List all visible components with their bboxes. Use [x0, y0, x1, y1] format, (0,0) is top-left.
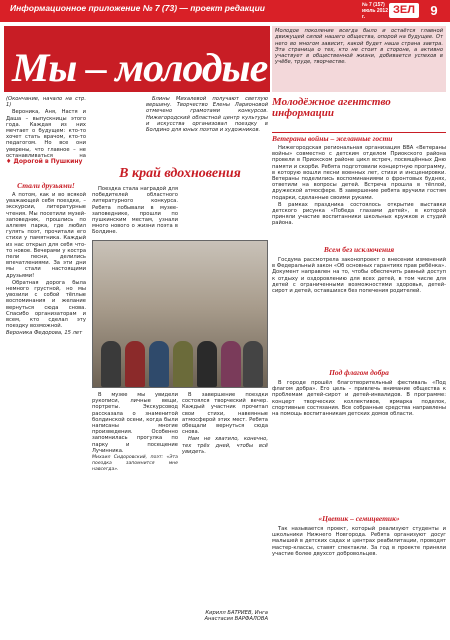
paragraph: Блины Михалевой получают светлую вершину. Творчество Елены Ларионовой отмечено грамотами конкурсов. Нижегородский областной центр культуры и искусства организовал поездку в Болдино для юных поэтов и художников. [146, 96, 268, 134]
person-figure [125, 341, 145, 387]
person-figure [197, 341, 217, 387]
article-trip [6, 192, 86, 620]
paragraph: В завершение поездки состоялся творческий вечер. Каждый участник прочитал свои стихи, навеянные атмосферой этих мест. Ребята обещали вернуться сюда снова. [182, 392, 268, 436]
person-figure [173, 341, 193, 387]
masthead-intro-box [272, 26, 446, 92]
group-photo [92, 240, 268, 388]
paragraph: Вероника, Аня, Настя и Даша – выпускницы этого года. Каждая из них мечтает о будущем: кто-то хочет стать врачом, кто-то педагогом. Но все они уверены, что главное – не останавливаться на [6, 109, 86, 158]
paragraph: Нижегородская региональная организация ВВА «Ветераны войны» совместно с детским отделом Приокского района провели в Приокском районе цикл встреч, посвящённых Дню памяти и скорби. Ребята подготовили концертную программу, в которую вошли песни военных лет, стихи и инсценировки. Ветераны поделились воспоминаниями о фронтовых буднях, ответили на вопросы детей. Встреча прошла в тёплой, дружеской атмосфере. В завершение ребята вручили гостям подарки, сделанные своими руками. [272, 145, 446, 201]
page-number: 9 [430, 3, 438, 18]
photo-caption: Михаил Сидоровский, поэт: «Эта поездка запомнится мне навсегда». [92, 455, 178, 473]
heading-flag-of-kindness: Под флагом добра [329, 368, 389, 377]
paragraph: В рамках праздника состоялось открытие выставки детского рисунка «Победа глазами детей», в которой приняли участие воспитанники школьных кружков и студий района. [272, 201, 446, 227]
person-figure [101, 341, 121, 387]
paragraph: В музее мы увидели рукописи, личные вещи, портреты. Экскурсовод рассказала о знаменитой болдинской осени, когда были написаны многие произведения. Особенно запомнилась прогулка по парку и посещение Лучинника. [92, 392, 178, 454]
paragraph: Нам не хватило, конечно, тех трёх дней, чтобы всё увидеть. [182, 436, 268, 455]
center-text-c [182, 392, 268, 568]
masthead-banner [4, 26, 270, 92]
center-text-b [92, 392, 178, 620]
paragraph: Обратная дорога была немного грустной, но мы увозили с собой тёплые воспоминания и желание вернуться сюда снова. Спасибо организаторам и всем, кто сделал эту поездку возможной. [6, 279, 86, 330]
rubric-kicker: ♦ Дорогой в Пушкину [6, 158, 83, 165]
paragraph: В городе прошёл благотворительный фестиваль «Под флагом добра». Его цель – привлечь внимание общества к проблемам детей-сирот и детей-инвалидов. В программе: концерт творческих коллективов, ярмарка поделок, спортивные состязания. Все собранные средства направлены на помощь воспитанникам детских домов области. [272, 380, 446, 418]
heading-friends: Стали друзьями! [17, 181, 75, 190]
article-authors: Кирилл БАТРИЕВ, Инга Анастасия ВАРФАЛОВА [204, 610, 268, 623]
subsection-title: Ветераны войны – желанные гости [272, 134, 393, 143]
article-project [272, 526, 446, 636]
continued-note: (Окончание, начало на стр. 1) [6, 96, 86, 109]
masthead-intro: Молодое поколение всегда было и остаётся главной движущей силой нашего общества, опорой на будущее. От него во многом зависит, какой будет наша страна завтра. Эта страница о тех, кто не стоит в стороне, а активно участвует в общественной жизни, добивается успехов в учёбе, труде, творчестве. [275, 28, 443, 66]
article-banner: В край вдохновения [119, 166, 241, 181]
section-title: Молодёжное агентство информации [272, 96, 391, 119]
paragraph: Госдума рассмотрела законопроект о внесении изменений в Федеральный закон «Об основных гарантиях прав ребёнка». Документ направлен на то, чтобы обеспечить равный доступ к отдыху и оздоровлению для всех детей, в том числе для детей с ограниченными возможностями здоровья, детей-сирот и детей, оставшихся без попечения родителей. [272, 257, 446, 295]
issue-number: № 7 (157) июль 2012 г. [362, 2, 388, 20]
article-festival [272, 380, 446, 512]
paragraph: Так называется проект, который реализуют студенты и школьники Нижнего Новгорода. Ребята организуют досуг малышей в детских садах и центрах реабилитации, проводят мастер-классы, ставят спектакли. За год в проекте приняли участие более двухсот добровольцев. [272, 526, 446, 557]
center-intro [146, 96, 268, 162]
author-signature: Вероника Федорова, 15 лет [6, 330, 83, 337]
person-figure [243, 341, 263, 387]
heading-tsvetik: «Цветик – семицветик» [318, 514, 400, 523]
article-veterans [272, 145, 446, 241]
heading-all-without-exception: Всем без исключения [323, 245, 395, 254]
supplement-title: Информационное приложение № 7 (73) — проект редакции [10, 3, 265, 13]
article-continued [6, 96, 86, 158]
newspaper-logo: ЗЕЛ [389, 3, 419, 18]
divider [272, 132, 446, 133]
person-figure [149, 341, 169, 387]
paragraph: Поездка стала наградой для победителей областного литературного конкурса. Ребята побывали в музее-заповеднике, прошли по пушкинским местам, узнали много нового о жизни поэта в Болдине. [92, 186, 178, 236]
masthead-title: Мы – молодые [12, 45, 268, 90]
header-bar [0, 0, 450, 22]
rubric-text: Дорогой в Пушкину [13, 158, 83, 165]
paragraph: А потом, как и во всякой уважающей себя поездке, – экскурсии, литературные чтения. Мы посетили музей-заповедник, прошлись по аллеям парка, где любил гулять поэт, прочитали его стихи у памятника. Каждый из нас открыл для себя что-то новое. Вечерами у костра пели песни, делились впечатлениями. За эти дни мы стали настоящими друзьями! [6, 192, 86, 279]
person-figure [221, 341, 241, 387]
article-law [272, 257, 446, 365]
